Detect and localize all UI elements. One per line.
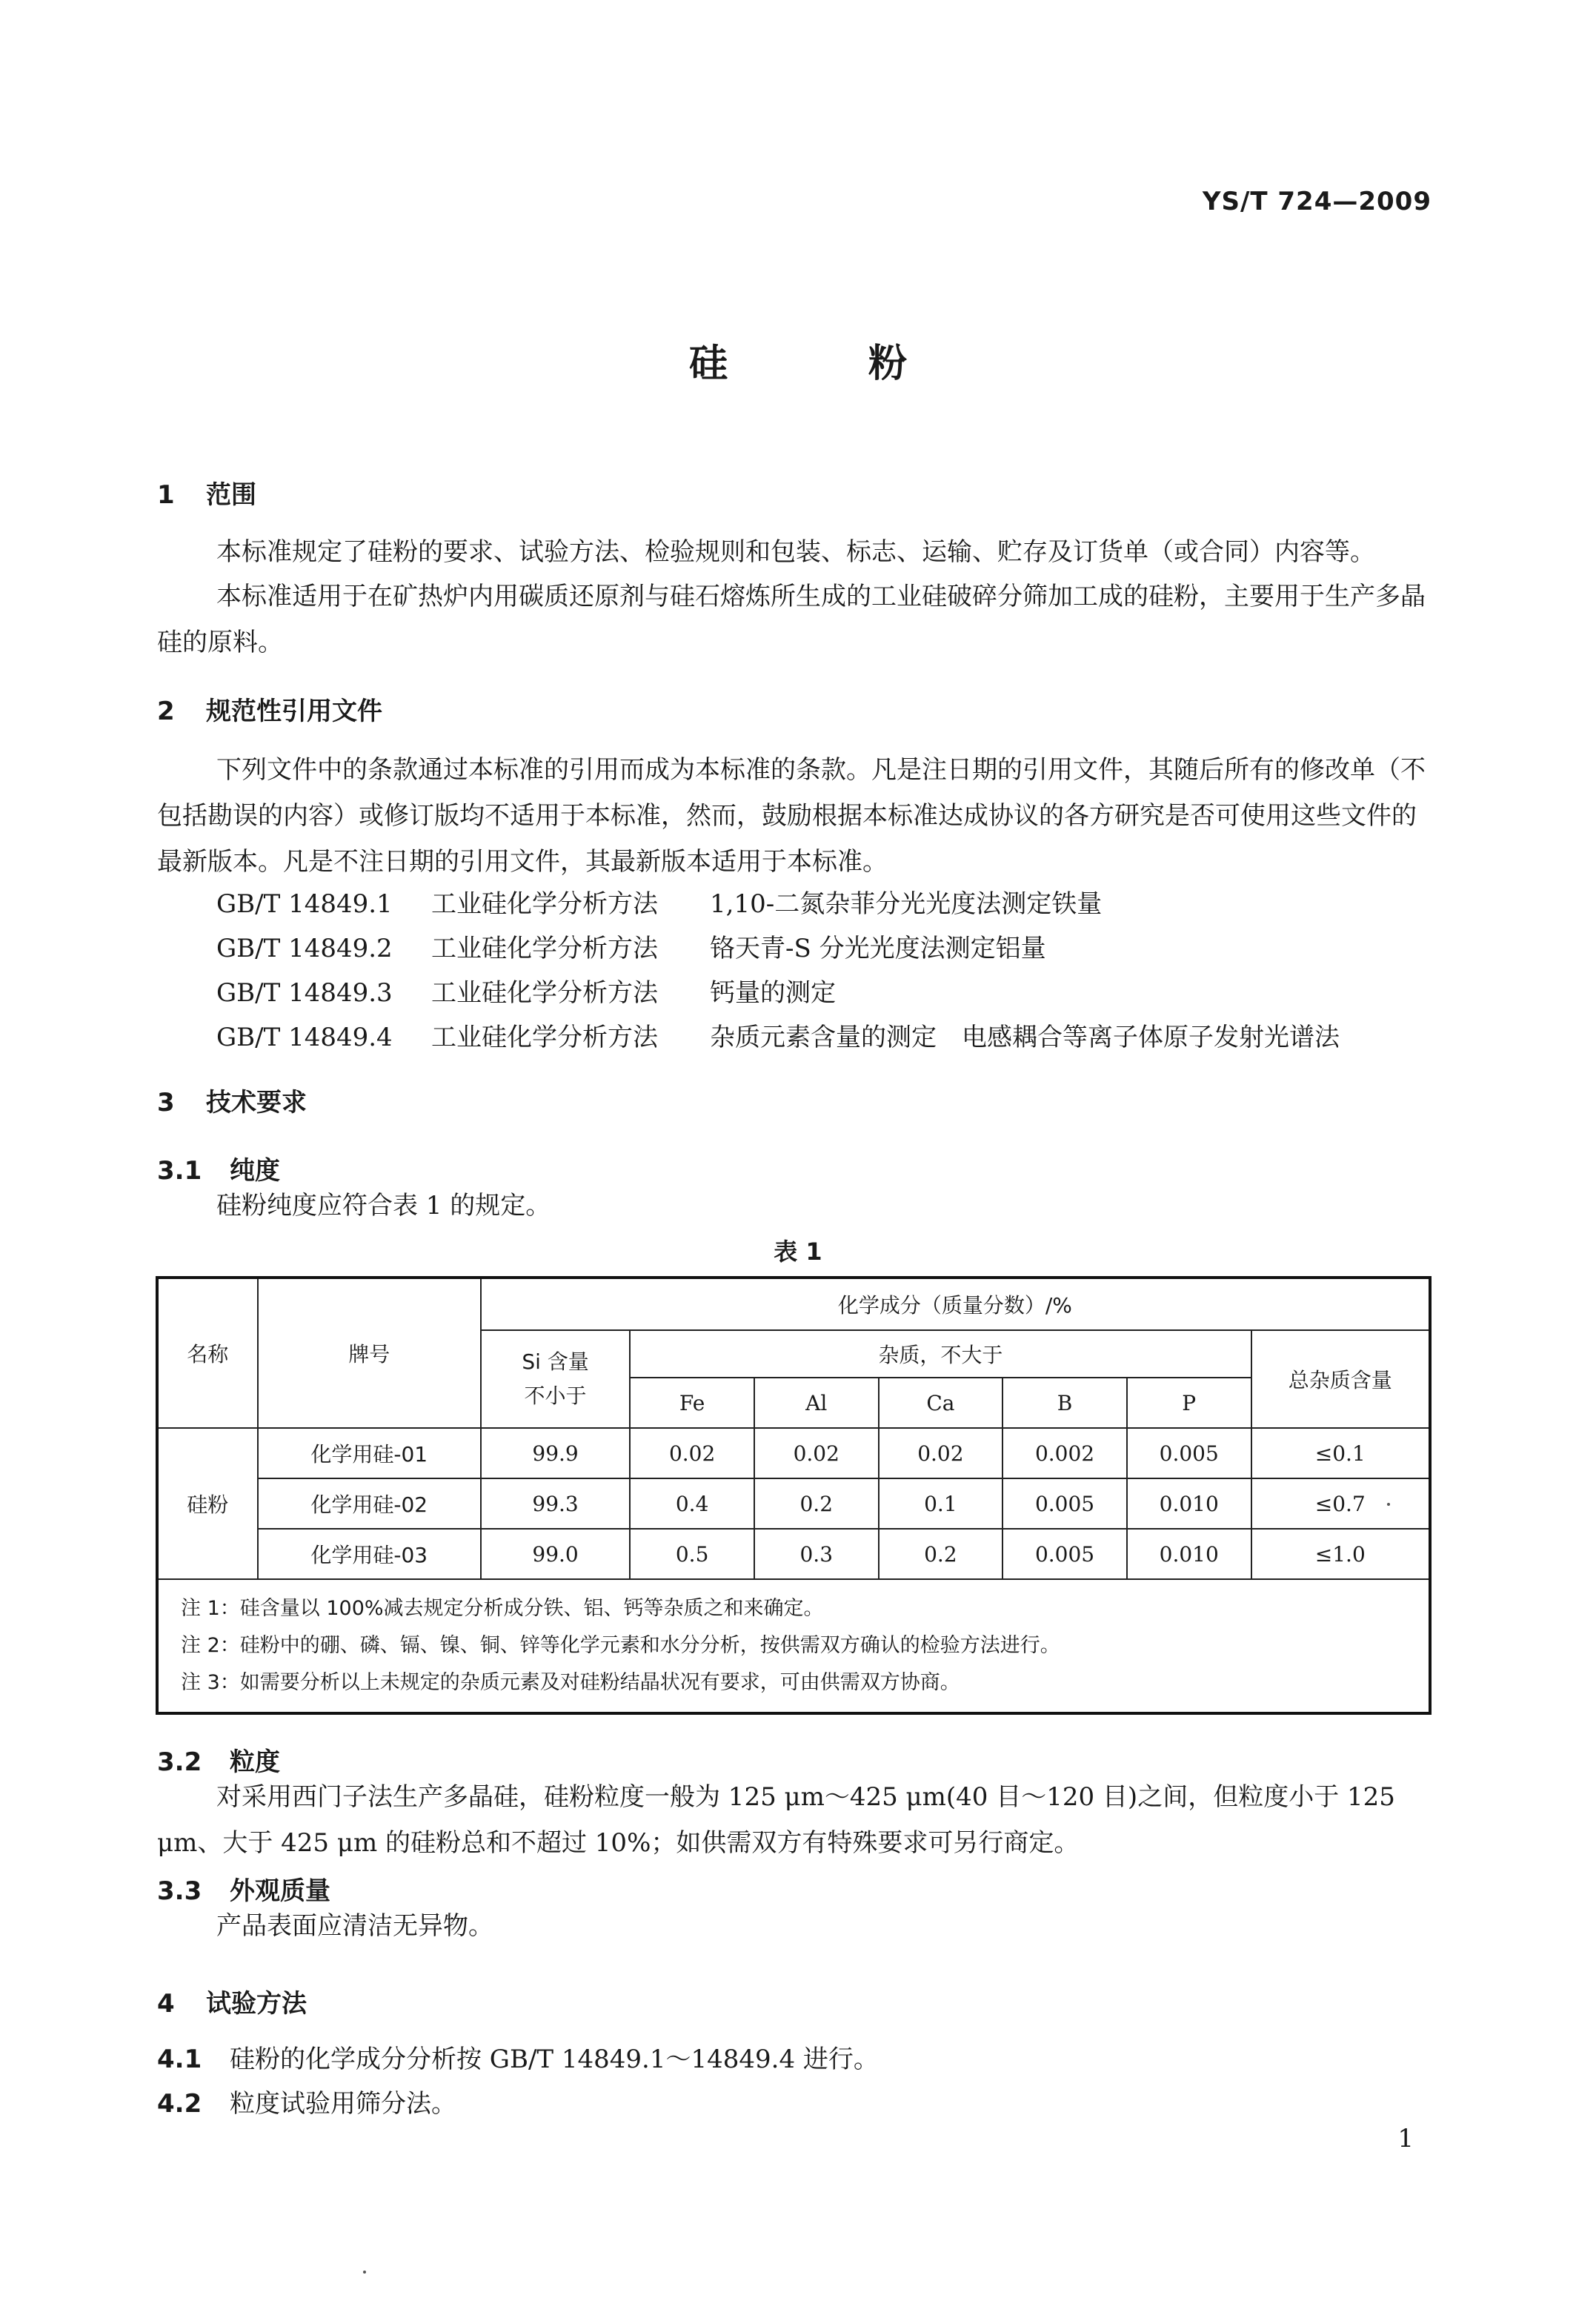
b-cell: 0.005 — [1003, 1478, 1127, 1529]
reference-item: GB/T 14849.4 工业硅化学分析方法 杂质元素含量的测定 电感耦合等离子体原子发射光谱法 — [216, 1023, 1340, 1052]
section-4-1: 4.1 硅粉的化学成分分析按 GB/T 14849.1～14849.4 进行。 — [157, 2045, 879, 2074]
al-cell: 0.02 — [754, 1428, 879, 1478]
section-3-3-heading: 3.3 外观质量 — [157, 1876, 330, 1906]
reference-item: GB/T 14849.1 工业硅化学分析方法 1,10-二氮杂菲分光光度法测定铁量 — [216, 889, 1103, 919]
table-caption: 表 1 — [774, 1238, 822, 1266]
scan-speck — [1387, 1503, 1390, 1506]
b-cell: 0.005 — [1003, 1529, 1127, 1579]
si-cell: 99.3 — [481, 1478, 631, 1529]
al-cell: 0.3 — [754, 1529, 879, 1579]
table-note: 注 3：如需要分析以上未规定的杂质元素及对硅粉结晶状况有要求，可由供需双方协商。 — [181, 1671, 960, 1694]
si-cell: 99.9 — [481, 1428, 631, 1478]
total-cell: ≤0.1 — [1251, 1428, 1430, 1478]
document-number: YS/T 724—2009 — [1202, 187, 1432, 216]
header-p: P — [1127, 1378, 1251, 1428]
p-cell: 0.010 — [1127, 1478, 1251, 1529]
al-cell: 0.2 — [754, 1478, 879, 1529]
header-chemical-composition: 化学成分（质量分数）/% — [481, 1278, 1430, 1330]
header-si-content: Si 含量 不小于 — [481, 1330, 631, 1428]
header-al: Al — [754, 1378, 879, 1428]
reference-item: GB/T 14849.2 工业硅化学分析方法 铬天青-S 分光光度法测定铝量 — [216, 934, 1046, 963]
page-number: 1 — [1397, 2124, 1414, 2153]
section-1-paragraph-2: 本标准适用于在矿热炉内用碳质还原剂与硅石熔炼所生成的工业硅破碎分筛加工成的硅粉，主要用于生产多晶硅的原料。 — [157, 582, 1426, 657]
header-ca: Ca — [879, 1378, 1003, 1428]
section-2-heading: 2 规范性引用文件 — [157, 697, 382, 726]
header-impurities: 杂质，不大于 — [630, 1330, 1251, 1378]
purity-table — [156, 1276, 1432, 1715]
fe-cell: 0.4 — [630, 1478, 754, 1529]
document-title — [0, 332, 1596, 388]
p-cell: 0.005 — [1127, 1428, 1251, 1478]
si-cell: 99.0 — [481, 1529, 631, 1579]
title-char-2: 粉 — [868, 342, 908, 386]
product-name: 硅粉 — [157, 1428, 258, 1579]
section-1-paragraph-1: 本标准规定了硅粉的要求、试验方法、检验规则和包装、标志、运输、贮存及订货单（或合同）内容等。 — [216, 537, 1375, 567]
p-cell: 0.010 — [1127, 1529, 1251, 1579]
header-fe: Fe — [630, 1378, 754, 1428]
table-note: 注 1：硅含量以 100%减去规定分析成分铁、铝、钙等杂质之和来确定。 — [181, 1597, 824, 1620]
b-cell: 0.002 — [1003, 1428, 1127, 1478]
reference-item: GB/T 14849.3 工业硅化学分析方法 钙量的测定 — [216, 978, 836, 1008]
ca-cell: 0.1 — [879, 1478, 1003, 1529]
table-note: 注 2：硅粉中的硼、磷、镉、镍、铜、锌等化学元素和水分分析，按供需双方确认的检验方法进行。 — [181, 1634, 1060, 1657]
table-row — [157, 1529, 1430, 1579]
header-name: 名称 — [157, 1278, 258, 1428]
section-3-1-paragraph: 硅粉纯度应符合表 1 的规定。 — [216, 1191, 551, 1221]
section-3-heading: 3 技术要求 — [157, 1088, 307, 1118]
section-1-heading: 1 范围 — [157, 480, 256, 510]
table-row — [157, 1428, 1430, 1478]
title-char-1: 硅 — [688, 342, 728, 386]
section-3-3-paragraph: 产品表面应清洁无异物。 — [216, 1911, 493, 1941]
header-b: B — [1003, 1378, 1127, 1428]
section-3-1-heading: 3.1 纯度 — [157, 1156, 280, 1186]
total-cell: ≤1.0 — [1251, 1529, 1430, 1579]
scan-speck — [363, 2271, 366, 2274]
section-4-heading: 4 试验方法 — [157, 1989, 307, 2019]
section-4-2: 4.2 粒度试验用筛分法。 — [157, 2089, 456, 2119]
section-2-paragraph: 下列文件中的条款通过本标准的引用而成为本标准的条款。凡是注日期的引用文件，其随后所有的修改单（不包括勘误的内容）或修订版均不适用于本标准，然而，鼓励根据本标准达成协议的各方研究是否可使用这些文件的最新版本。凡是不注日期的引用文件，其最新版本适用于本标准。 — [157, 755, 1426, 877]
grade-cell: 化学用硅-02 — [258, 1478, 481, 1529]
table-row — [157, 1478, 1430, 1529]
section-3-2-heading: 3.2 粒度 — [157, 1747, 280, 1777]
fe-cell: 0.5 — [630, 1529, 754, 1579]
table-notes — [157, 1579, 1430, 1713]
total-cell: ≤0.7 — [1251, 1478, 1430, 1529]
header-grade: 牌号 — [258, 1278, 481, 1428]
section-3-2-paragraph: 对采用西门子法生产多晶硅，硅粉粒度一般为 125 μm～425 μm(40 目～120 目)之间，但粒度小于 125 μm、大于 425 μm 的硅粉总和不超过 10%；如供需双方有特殊要求可另行商定。 — [157, 1782, 1395, 1858]
ca-cell: 0.2 — [879, 1529, 1003, 1579]
fe-cell: 0.02 — [630, 1428, 754, 1478]
header-total-impurity: 总杂质含量 — [1251, 1330, 1430, 1428]
grade-cell: 化学用硅-03 — [258, 1529, 481, 1579]
grade-cell: 化学用硅-01 — [258, 1428, 481, 1478]
ca-cell: 0.02 — [879, 1428, 1003, 1478]
